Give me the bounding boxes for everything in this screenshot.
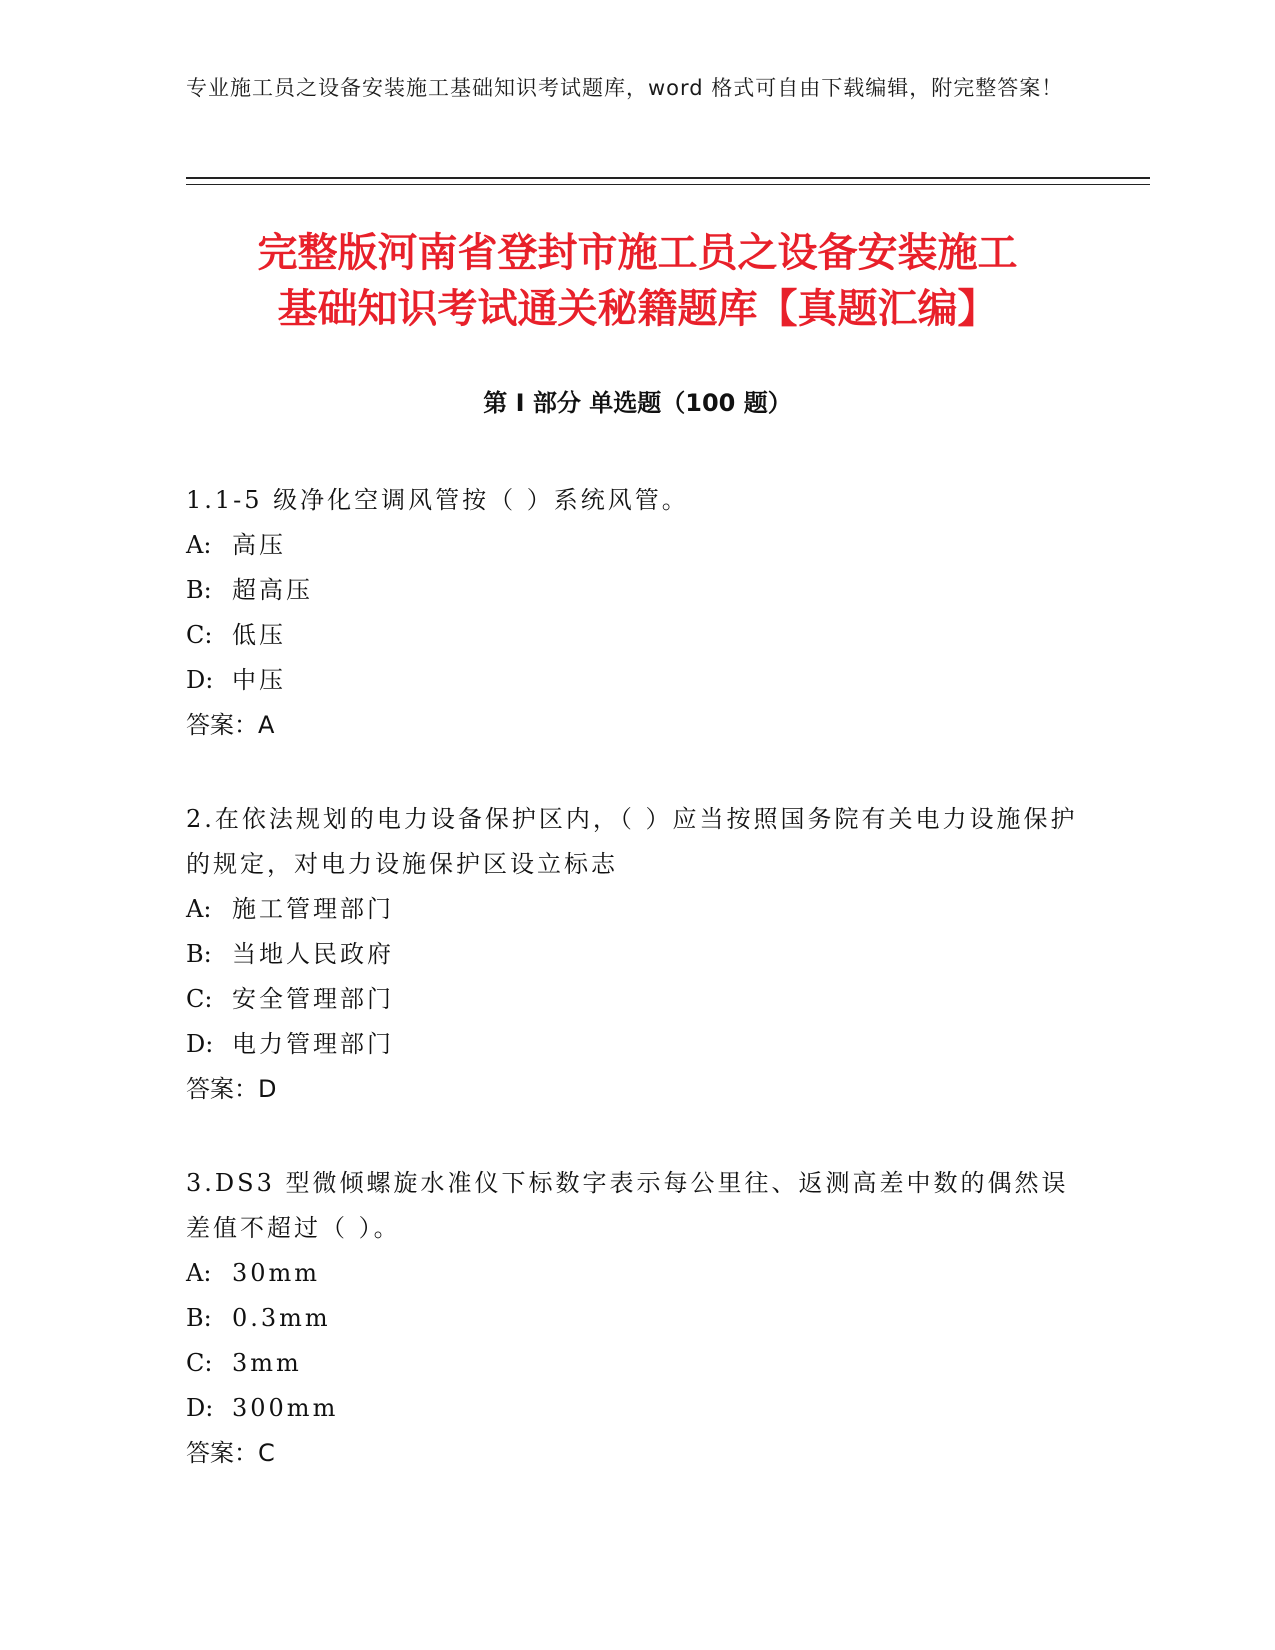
option-text: 0.3mm [232,1304,331,1332]
question-2 [186,797,1086,1112]
section-title: 第 I 部分 单选题（100 题） [483,389,792,417]
option-text: 当地人民政府 [232,940,394,968]
question-3 [186,1161,1086,1476]
answer: 答案：D [186,1075,277,1103]
option-b [186,1296,1086,1341]
option-text: 30mm [232,1259,321,1287]
option-letter: B: [186,576,212,604]
option-a [186,1251,1086,1296]
header-divider-thick [186,177,1150,179]
question-stem: 3.DS3 型微倾螺旋水准仪下标数字表示每公里往、返测高差中数的偶然误差值不超过（ ）。 [186,1169,1069,1242]
option-b [186,568,1086,613]
question-list [186,478,1086,1525]
answer: 答案：C [186,1439,275,1467]
question-stem: 1.1-5 级净化空调风管按（ ）系统风管。 [186,486,689,514]
option-d [186,658,1086,703]
option-letter: C: [186,985,213,1013]
option-text: 安全管理部门 [232,985,394,1013]
option-c [186,613,1086,658]
option-a [186,523,1086,568]
option-letter: A: [186,1259,212,1287]
option-letter: C: [186,621,213,649]
option-text: 施工管理部门 [232,895,394,923]
option-letter: D: [186,1394,214,1422]
option-letter: B: [186,1304,212,1332]
option-c [186,977,1086,1022]
header-note: 专业施工员之设备安装施工基础知识考试题库，word 格式可自由下载编辑，附完整答案！ [186,76,1064,100]
title-line-2: 基础知识考试通关秘籍题库【真题汇编】 [277,286,998,332]
answer: 答案：A [186,711,275,739]
option-d [186,1386,1086,1431]
option-d [186,1022,1086,1067]
option-a [186,887,1086,932]
option-letter: D: [186,1030,214,1058]
option-letter: A: [186,531,212,559]
document-title [140,225,1135,337]
option-letter: C: [186,1349,213,1377]
question-stem: 2.在依法规划的电力设备保护区内，（ ）应当按照国务院有关电力设施保护的规定，对电力设施保护区设立标志 [186,805,1078,878]
option-letter: A: [186,895,212,923]
option-text: 300mm [232,1394,339,1422]
title-line-1: 完整版河南省登封市施工员之设备安装施工 [257,230,1018,276]
question-1 [186,478,1086,748]
option-text: 中压 [232,666,286,694]
option-text: 3mm [232,1349,302,1377]
header-divider-thin [186,184,1150,185]
option-letter: D: [186,666,214,694]
option-text: 高压 [232,531,286,559]
option-b [186,932,1086,977]
option-text: 超高压 [232,576,313,604]
option-c [186,1341,1086,1386]
option-letter: B: [186,940,212,968]
option-text: 低压 [232,621,286,649]
option-text: 电力管理部门 [232,1030,394,1058]
